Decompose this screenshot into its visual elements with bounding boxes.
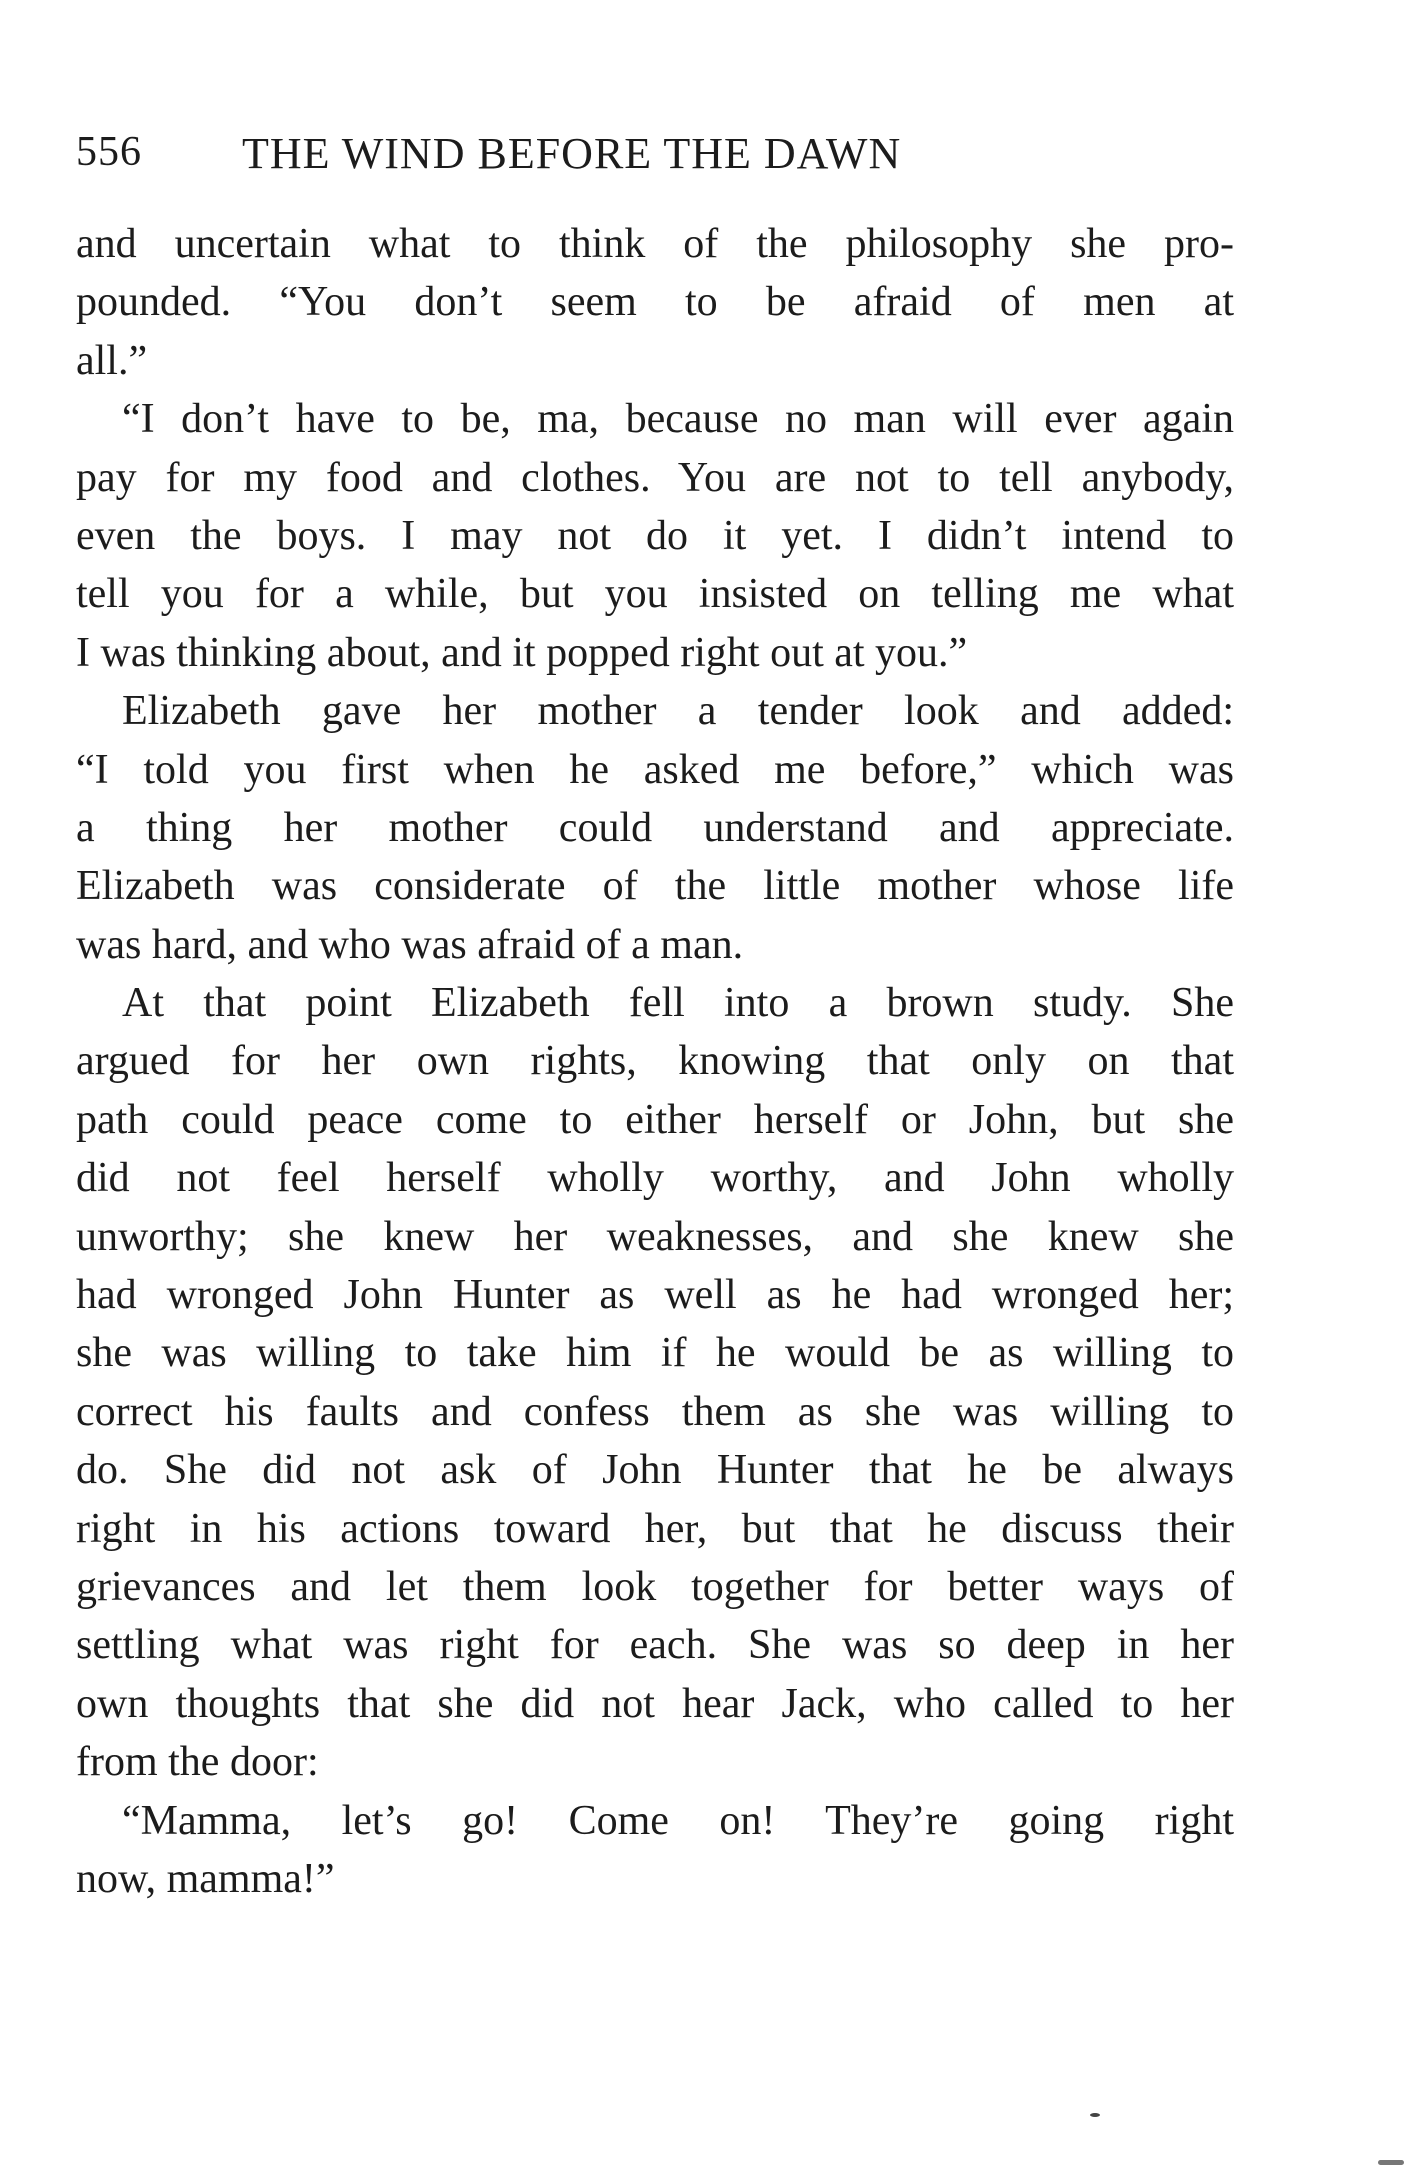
text-line: now, mamma!” <box>76 1855 335 1902</box>
running-title: THE WIND BEFORE THE DAWN <box>242 129 902 178</box>
text-line: path could peace come to either herself or John, but she <box>76 1096 1234 1143</box>
text-line: had wronged John Hunter as well as he had wronged her; <box>76 1272 1234 1319</box>
text-line: unworthy; she knew her weaknesses, and she knew she <box>76 1213 1234 1260</box>
text-line: Elizabeth gave her mother a tender look and added: <box>122 688 1234 735</box>
text-line: At that point Elizabeth fell into a brown study. She <box>122 980 1234 1027</box>
body-text <box>76 215 1234 1908</box>
text-line: own thoughts that she did not hear Jack, who called to her <box>76 1680 1234 1727</box>
text-line: a thing her mother could understand and appreciate. <box>76 804 1234 851</box>
text-line: pounded. “You don’t seem to be afraid of men at <box>76 279 1234 326</box>
text-line: even the boys. I may not do it yet. I didn’t intend to <box>76 512 1234 559</box>
text-line: argued for her own rights, knowing that only on that <box>76 1038 1234 1085</box>
text-line: do. She did not ask of John Hunter that he be always <box>76 1447 1234 1494</box>
text-line: right in his actions toward her, but that he discuss their <box>76 1505 1234 1552</box>
scan-speck <box>1378 2160 1404 2165</box>
text-line: tell you for a while, but you insisted on telling me what <box>76 571 1234 618</box>
text-line: all.” <box>76 337 148 384</box>
text-line: “I told you first when he asked me before,” which was <box>76 746 1234 793</box>
text-line: “Mamma, let’s go! Come on! They’re going right <box>122 1797 1234 1844</box>
text-line: correct his faults and confess them as she was willing to <box>76 1388 1234 1435</box>
page-number: 556 <box>76 129 142 175</box>
text-line: pay for my food and clothes. You are not to tell anybody, <box>76 454 1234 501</box>
text-line: “I don’t have to be, ma, because no man will ever again <box>122 396 1234 443</box>
text-line: and uncertain what to think of the philosophy she pro- <box>76 221 1234 267</box>
text-line: was hard, and who was afraid of a man. <box>76 921 744 968</box>
scan-speck <box>1090 2113 1100 2117</box>
page-header <box>76 128 1236 188</box>
text-line: she was willing to take him if he would be as willing to <box>76 1330 1234 1377</box>
text-line: did not feel herself wholly worthy, and John wholly <box>76 1155 1234 1202</box>
text-line: from the door: <box>76 1739 319 1786</box>
text-line: settling what was right for each. She was so deep in her <box>76 1622 1234 1669</box>
text-line: I was thinking about, and it popped right out at you.” <box>76 629 968 676</box>
text-line: grievances and let them look together for better ways of <box>76 1563 1234 1610</box>
text-line: Elizabeth was considerate of the little mother whose life <box>76 863 1234 910</box>
